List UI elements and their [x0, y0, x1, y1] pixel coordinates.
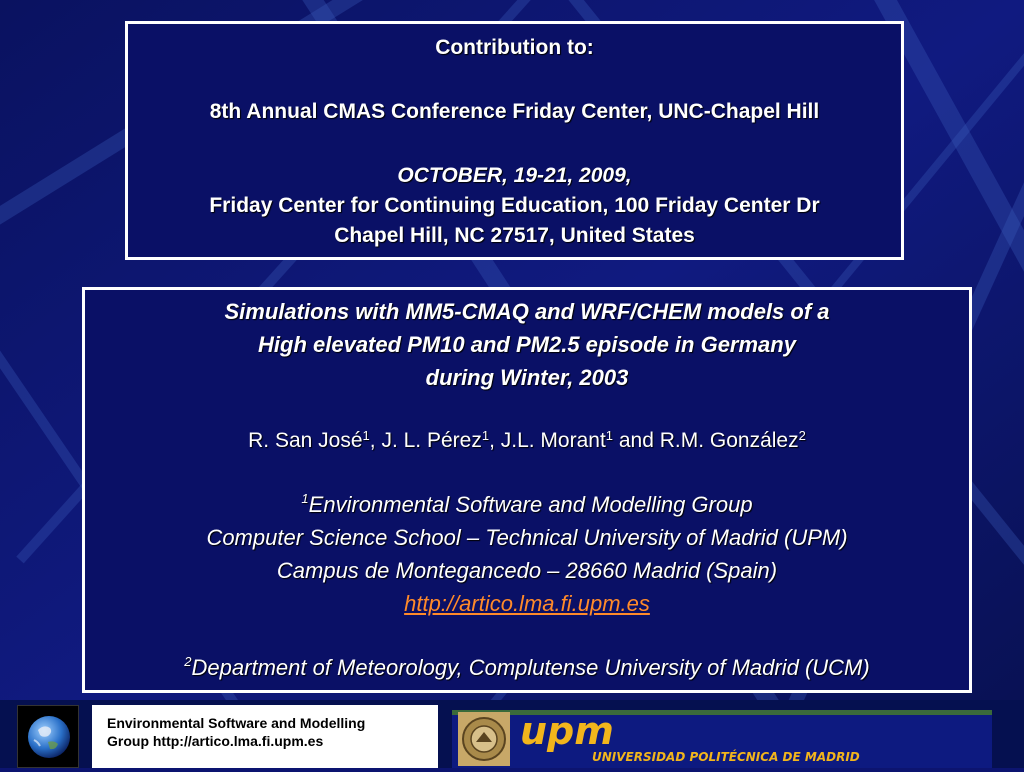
upm-logo-word: upm [520, 710, 614, 753]
author-affiliation-mark: 2 [798, 428, 806, 443]
conference-city: Chapel Hill, NC 27517, United States [334, 224, 695, 247]
affiliation-1-url-link[interactable]: http://artico.lma.fi.upm.es [404, 591, 650, 616]
contribution-title: Contribution to: [435, 36, 594, 59]
author-name: R. San José [248, 429, 363, 452]
author-name: and R.M. González [613, 429, 799, 452]
footer-line-1: Environmental Software and Modelling [107, 715, 366, 731]
affiliation-1-url-row [85, 591, 969, 617]
footer-line-2: Group http://artico.lma.fi.upm.es [107, 733, 324, 749]
author-name: , J. L. Pérez [369, 429, 482, 452]
affiliation-2-mark: 2 [184, 654, 192, 669]
conference-venue: Friday Center for Continuing Education, 100 Friday Center Dr [209, 194, 820, 217]
conference-name: 8th Annual CMAS Conference Friday Center, UNC-Chapel Hill [209, 100, 820, 123]
affiliation-1-mark: 1 [301, 491, 309, 506]
footer-group-label [92, 705, 438, 768]
affiliation-1-address: Campus de Montegancedo – 28660 Madrid (Spain) [276, 558, 778, 583]
author-name: , J.L. Morant [489, 429, 606, 452]
author-affiliation-mark: 1 [481, 428, 490, 443]
paper-title-line-2: High elevated PM10 and PM2.5 episode in Germany [258, 332, 796, 357]
author-list [85, 429, 969, 453]
earth-globe-icon [18, 706, 78, 767]
affiliation-2-label: Department of Meteorology, Complutense University of Madrid (UCM) [191, 655, 870, 680]
upm-logo-banner [452, 710, 992, 768]
affiliation-1-name [85, 492, 969, 518]
paper-title-line-3: during Winter, 2003 [425, 365, 629, 390]
affiliation-2-name [85, 655, 969, 681]
affiliation-1-school: Computer Science School – Technical University of Madrid (UPM) [206, 525, 848, 550]
author-affiliation-mark: 1 [362, 428, 370, 443]
globe-logo [17, 705, 79, 768]
university-seal-icon [458, 712, 510, 766]
upm-logo-subtitle: UNIVERSIDAD POLITÉCNICA DE MADRID [592, 750, 860, 764]
affiliation-1-label: Environmental Software and Modelling Group [308, 492, 753, 517]
paper-title-line-1: Simulations with MM5-CMAQ and WRF/CHEM models of a [224, 299, 830, 324]
conference-date: OCTOBER, 19-21, 2009, [397, 164, 632, 187]
paper-box [82, 287, 972, 693]
author-affiliation-mark: 1 [605, 428, 614, 443]
contribution-box [125, 21, 904, 260]
